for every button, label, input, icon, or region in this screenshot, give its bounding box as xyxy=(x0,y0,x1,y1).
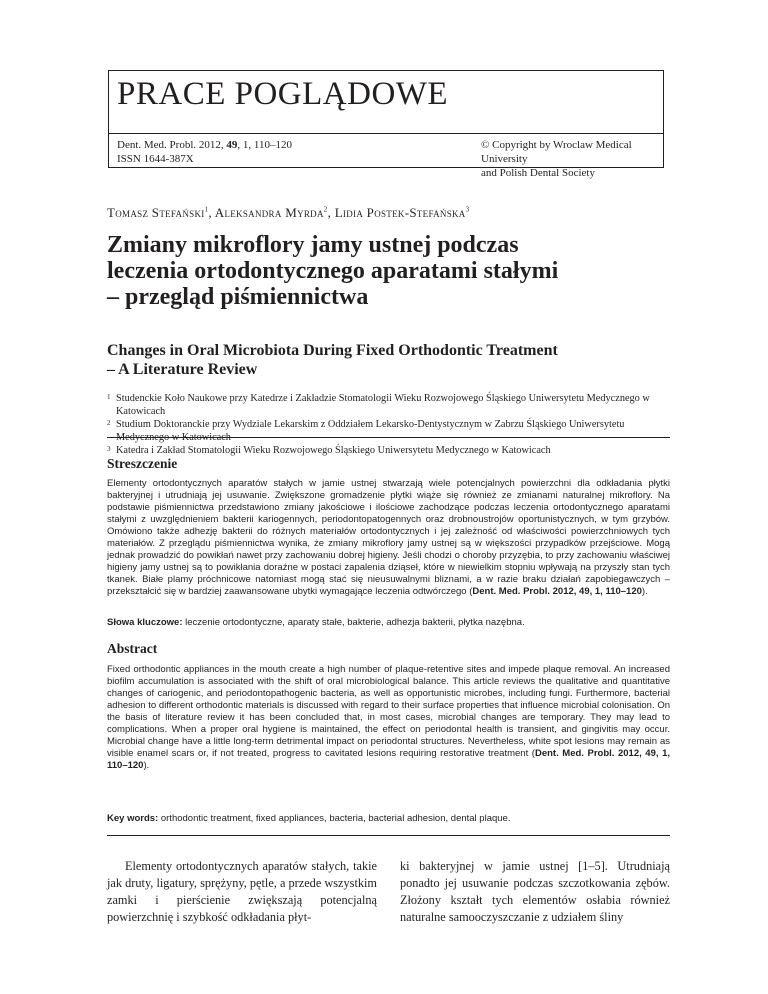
article-title-polish: Zmiany mikroflory jamy ustnej podczas leczenia ortodontycznego aparatami stałymi – przegląd piśmiennictwa xyxy=(107,232,559,310)
copyright-line: and Polish Dental Society xyxy=(481,167,595,179)
author-list: Tomasz Stefański$^1$, Aleksandra Myrda$^2$, Lidia Postek-Stefańska$^3$ xyxy=(107,205,470,220)
affiliation: 1 Studenckie Koło Naukowe przy Katedrze i Zakładzie Stomatologii Wieku Rozwojowego Śląskiego Uniwersytetu Medycznego w Katowicach xyxy=(107,393,650,417)
article-title-english: Changes in Oral Microbiota During Fixed Orthodontic Treatment – A Literature Review xyxy=(107,342,558,378)
copyright-line: © Copyright by Wroclaw Medical University xyxy=(481,139,632,165)
abstract-heading: Abstract xyxy=(107,641,158,656)
copyright-info xyxy=(481,138,663,180)
section-divider xyxy=(107,835,670,836)
affiliation: 3 Katedra i Zakład Stomatologii Wieku Rozwojowego Śląskiego Uniwersytetu Medycznego w Katowicach xyxy=(107,445,551,456)
affiliation: 2 Studium Doktoranckie przy Wydziale Lekarskim z Oddziałem Lekarsko-Dentystycznym w Zabrzu Śląskiego Uniwersytetu Medycznego w Katowicach xyxy=(107,419,625,443)
author: Aleksandra Myrda$^2$ xyxy=(214,205,328,220)
polish-keywords: Słowa kluczowe: leczenie ortodontyczne, aparaty stałe, bakterie, adhezja bakterii, płytka nazębna. xyxy=(107,617,525,628)
issn: ISSN 1644-387X xyxy=(117,153,194,165)
body-column-left: Elementy ortodontycznych aparatów stałych, takie jak druty, ligatury, sprężyny, pętle, a przede wszystkim zamki i pierścienie zwiększają potencjalną powierzchnię i szybkość odkładania płyt- xyxy=(107,859,377,924)
streszczenie-heading: Streszczenie xyxy=(107,456,178,471)
header-divider xyxy=(109,133,663,134)
author: Lidia Postek-Stefańska$^3$ xyxy=(334,205,470,220)
affiliation-list xyxy=(107,392,671,457)
citation-line: Dent. Med. Probl. 2012, 49, 1, 110–120 xyxy=(117,139,292,151)
citation-info xyxy=(117,138,292,166)
english-keywords: Key words: orthodontic treatment, fixed appliances, bacteria, bacterial adhesion, dental plaque. xyxy=(107,813,511,824)
streszczenie-text: Elementy ortodontycznych aparatów stałych w jamie ustnej stwarzają wiele potencjalnych powierzchni dla odkładania płytki bakteryjnej i utrudniają jej usuwanie. Zwiększone gromadzenie płytki wiąże się również ze zmianami naturalnej mikroflory. Na podstawie piśmiennictwa przedstawiono zmiany jakościowe i ilościowe zachodzące podczas leczenia ortodontycznego aparatami stałymi z uwzględnieniem bakterii kariogennych, periodontopatogennych oraz drobnoustrojów oportunistycznych, w tym grzybów. Omówiono także adhezję bakterii do różnych materiałów ortodontycznych i jej zależność od właściwości powierzchniowych tych materiałów. Z przeglądu piśmiennictwa wynika, że zmiany mikroflory jamy ustnej są w większości przypadków przejściowe. Mogą jednak prowadzić do powikłań nawet przy zachowaniu dobrej higieny. Jeśli chodzi o choroby przyzębia, to przy zachowaniu właściwej higieny jamy ustnej są to powikłania doraźne w postaci zapalenia dziąseł, które w niewielkim stopniu wpływają na przyszły stan tych tkanek. Białe plamy próchnicowe natomiast mogą stać się nieusuwalnymi bliznami, a w razie braku działań zapobiegawczych – przekształcić się w bardziej zaawansowane ubytki wymagające leczenia odtwórczego (Dent. Med. Probl. 2012, 49, 1, 110–120). xyxy=(107,478,670,597)
body-column-right: ki bakteryjnej w jamie ustnej [1–5]. Utrudniają ponadto jej usuwanie podczas szczotkowania zębów. Złożony kształt tych elementów osłabia również naturalne samooczyszczanie z udziałem śliny xyxy=(400,859,670,924)
author: Tomasz Stefański$^1$ xyxy=(107,205,209,220)
journal-header-box xyxy=(108,70,664,179)
section-divider xyxy=(107,437,670,438)
abstract-text: Fixed orthodontic appliances in the mouth create a high number of plaque-retentive sites and impede plaque removal. An increased biofilm accumulation is associated with the shift of oral microbiological balance. This article reviews the qualitative and quantitative changes of cariogenic, and periodontopathogenic bacteria, as well as opportunistic microbes, including fungi. Furthermore, bacterial adhesion to different orthodontic materials is discussed with regard to their surface properties that influence microbial colonisation. On the basis of literature review it has been concluded that, in most cases, microbial changes are temporary. They may lead to complications. When a proper oral hygiene is maintained, the effect on periodontal health is transient, and gingivitis may occur. Microbial change have a little long-term detrimental impact on periodontal structures. Nevertheless, white spot lesions may remain as visible enamel scars or, if not treated, progress to cavitated lesions requiring restorative treatment (Dent. Med. Probl. 2012, 49, 1, 110–120). xyxy=(107,664,670,771)
section-label: PRACE POGLĄDOWE xyxy=(117,76,449,112)
